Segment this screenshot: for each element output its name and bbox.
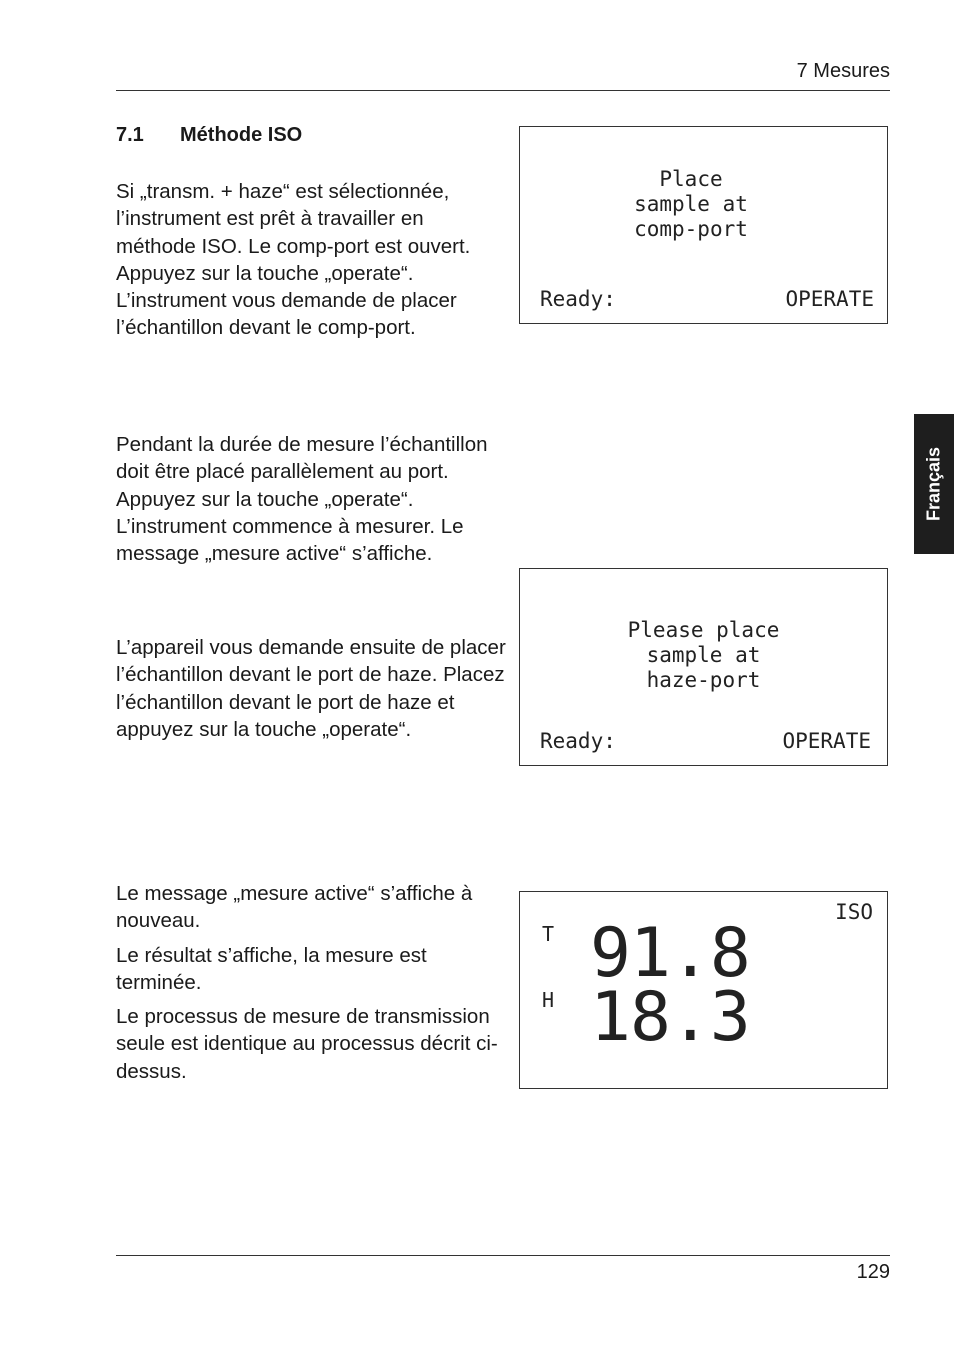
language-tab-label: Français — [923, 446, 944, 522]
paragraph-result — [116, 880, 508, 1092]
haze-label: H — [542, 988, 555, 1012]
paragraph-text: Si „transm. + haze“ est sélectionnée, l’instrument est prêt à travailler en méthode ISO. Le comp-port est ouvert. Appuyez sur la touche „operate“. L’instrument vous demande de placer l’échantillon devant le comp-port. — [116, 180, 471, 340]
paragraph-text: Le processus de mesure de transmission seule est identique au processus décrit ci-dessus. — [116, 1005, 498, 1083]
section-title — [116, 124, 302, 147]
paragraph-measure — [116, 431, 508, 574]
lcd-line: comp-port — [634, 217, 748, 241]
paragraph-intro — [116, 178, 508, 349]
lcd-line: sample at — [634, 192, 748, 216]
lcd-mode-indicator: ISO — [835, 900, 873, 924]
page-number: 129 — [856, 1261, 890, 1283]
lcd-line: Please place — [627, 618, 780, 642]
lcd-display-result — [519, 891, 888, 1089]
lcd-line: Place — [659, 167, 723, 191]
lcd-line: sample at — [646, 643, 761, 667]
lcd-status: Ready: — [540, 729, 616, 753]
chapter-header: 7 Mesures — [796, 60, 890, 82]
lcd-message — [520, 618, 887, 693]
haze-value: 18.3 — [590, 978, 750, 1057]
lcd-line: haze-port — [646, 668, 761, 692]
section-title-text: Méthode ISO — [180, 124, 303, 146]
section-number: 7.1 — [116, 124, 144, 146]
lcd-display-haze-port — [519, 568, 888, 766]
lcd-display-comp-port — [519, 126, 888, 324]
paragraph-text: Le message „mesure active“ s’affiche à nouveau. — [116, 882, 473, 933]
transmission-label: T — [542, 922, 555, 946]
paragraph-text: Le résultat s’affiche, la mesure est terminée. — [116, 943, 427, 994]
footer-rule — [116, 1255, 890, 1256]
paragraph-text: Pendant la durée de mesure l’échantillon doit être placé parallèlement au port. Appuyez sur la touche „operate“. L’instrument commence à mesurer. Le message „mesure active“ s’affiche. — [116, 433, 488, 566]
lcd-status: Ready: — [540, 287, 616, 311]
lcd-operate-key: OPERATE — [785, 287, 874, 311]
transmission-value: 91.8 — [590, 914, 750, 993]
paragraph-text: L’appareil vous demande ensuite de placer l’échantillon devant le port de haze. Placez l’échantillon devant le port de haze et appuyez sur la touche „operate“. — [116, 636, 506, 741]
language-tab — [914, 414, 954, 554]
lcd-operate-key: OPERATE — [782, 729, 871, 753]
lcd-message — [520, 167, 887, 242]
paragraph-haze — [116, 634, 508, 750]
header-rule — [116, 90, 890, 91]
